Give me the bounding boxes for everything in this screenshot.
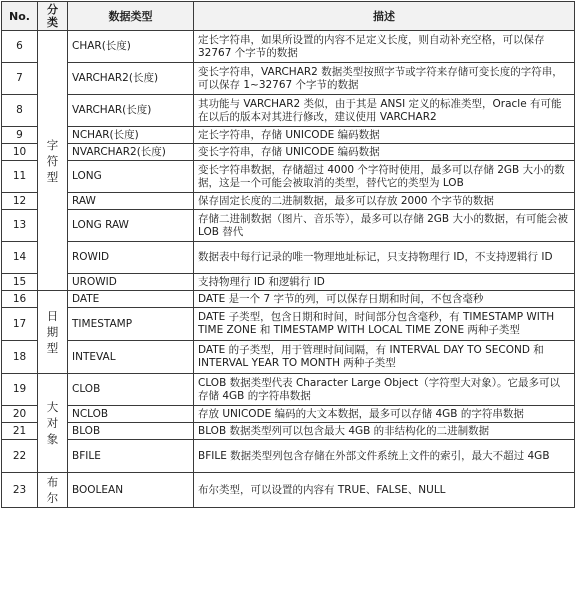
header-category: 分类 bbox=[38, 2, 68, 31]
table-row bbox=[2, 406, 575, 423]
table-row bbox=[2, 31, 575, 63]
cell-no: 7 bbox=[2, 63, 38, 95]
cell-no: 16 bbox=[2, 291, 38, 308]
table-row bbox=[2, 63, 575, 95]
cell-description: 定长字符串，如果所设置的内容不足定义长度，则自动补充空格，可以保存 32767 个字节的数据 bbox=[194, 31, 575, 63]
cell-data-type: NCLOB bbox=[68, 406, 194, 423]
cell-category bbox=[38, 374, 68, 473]
table-row bbox=[2, 473, 575, 508]
cell-no: 12 bbox=[2, 193, 38, 210]
cell-description: 支持物理行 ID 和逻辑行 ID bbox=[194, 274, 575, 291]
cell-data-type: CLOB bbox=[68, 374, 194, 406]
cell-description: 保存固定长度的二进制数据，最多可以存放 2000 个字节的数据 bbox=[194, 193, 575, 210]
cell-description: 布尔类型，可以设置的内容有 TRUE、FALSE、NULL bbox=[194, 473, 575, 508]
cell-data-type: INTEVAL bbox=[68, 341, 194, 374]
cell-data-type: ROWID bbox=[68, 242, 194, 274]
cell-description: 其功能与 VARCHAR2 类似，由于其是 ANSI 定义的标准类型，Oracle 有可能在以后的版本对其进行修改，建议使用 VARCHAR2 bbox=[194, 95, 575, 127]
cell-description: DATE 的子类型，用于管理时间间隔，有 INTERVAL DAY TO SECOND 和 INTERVAL YEAR TO MONTH 两种子类型 bbox=[194, 341, 575, 374]
cell-no: 18 bbox=[2, 341, 38, 374]
table-row bbox=[2, 274, 575, 291]
table-row bbox=[2, 291, 575, 308]
cell-description: CLOB 数据类型代表 Character Large Object（字符型大对象）。它最多可以存储 4GB 的字符串数据 bbox=[194, 374, 575, 406]
table-row bbox=[2, 144, 575, 161]
cell-description: 存储二进制数据（图片、音乐等），最多可以存储 2GB 大小的数据，有可能会被 LOB 替代 bbox=[194, 210, 575, 242]
cell-data-type: BOOLEAN bbox=[68, 473, 194, 508]
cell-category bbox=[38, 473, 68, 508]
cell-no: 23 bbox=[2, 473, 38, 508]
cell-no: 11 bbox=[2, 161, 38, 193]
cell-data-type: TIMESTAMP bbox=[68, 308, 194, 341]
cell-description: 存放 UNICODE 编码的大文本数据，最多可以存储 4GB 的字符串数据 bbox=[194, 406, 575, 423]
table-row bbox=[2, 210, 575, 242]
table-row bbox=[2, 341, 575, 374]
category-label: 日期型 bbox=[46, 309, 59, 355]
cell-data-type: LONG bbox=[68, 161, 194, 193]
header-no: No. bbox=[2, 2, 38, 31]
cell-description: 变长字符串，VARCHAR2 数据类型按照字节或字符来存储可变长度的字符串，可以保存 1~32767 个字节的数据 bbox=[194, 63, 575, 95]
cell-description: BFILE 数据类型列包含存储在外部文件系统上文件的索引，最大不超过 4GB bbox=[194, 440, 575, 473]
cell-data-type: NCHAR(长度) bbox=[68, 127, 194, 144]
table-row bbox=[2, 161, 575, 193]
cell-description: DATE 是一个 7 字节的列，可以保存日期和时间，不包含毫秒 bbox=[194, 291, 575, 308]
cell-no: 21 bbox=[2, 423, 38, 440]
cell-category bbox=[38, 31, 68, 291]
cell-data-type: LONG RAW bbox=[68, 210, 194, 242]
table-row bbox=[2, 440, 575, 473]
header-data-type: 数据类型 bbox=[68, 2, 194, 31]
category-label: 布尔 bbox=[46, 475, 59, 505]
cell-description: 变长字符串数据，存储超过 4000 个字符时使用，最多可以存储 2GB 大小的数据，这是一个可能会被取消的类型，替代它的类型为 LOB bbox=[194, 161, 575, 193]
cell-data-type: RAW bbox=[68, 193, 194, 210]
cell-category bbox=[38, 291, 68, 374]
table-body bbox=[2, 31, 575, 508]
table-row bbox=[2, 242, 575, 274]
cell-data-type: BFILE bbox=[68, 440, 194, 473]
table-row bbox=[2, 95, 575, 127]
cell-no: 8 bbox=[2, 95, 38, 127]
cell-data-type: UROWID bbox=[68, 274, 194, 291]
cell-no: 13 bbox=[2, 210, 38, 242]
cell-no: 15 bbox=[2, 274, 38, 291]
cell-data-type: NVARCHAR2(长度) bbox=[68, 144, 194, 161]
cell-description: DATE 子类型，包含日期和时间，时间部分包含毫秒，有 TIMESTAMP WITH TIME ZONE 和 TIMESTAMP WITH LOCAL TIME ZONE 两种子类型 bbox=[194, 308, 575, 341]
data-type-table bbox=[1, 1, 575, 508]
cell-description: 定长字符串，存储 UNICODE 编码数据 bbox=[194, 127, 575, 144]
cell-no: 6 bbox=[2, 31, 38, 63]
cell-data-type: DATE bbox=[68, 291, 194, 308]
table-row bbox=[2, 193, 575, 210]
cell-no: 22 bbox=[2, 440, 38, 473]
cell-no: 10 bbox=[2, 144, 38, 161]
table-row bbox=[2, 308, 575, 341]
cell-no: 14 bbox=[2, 242, 38, 274]
category-label: 大对象 bbox=[46, 400, 59, 446]
table-row bbox=[2, 374, 575, 406]
cell-no: 17 bbox=[2, 308, 38, 341]
header-description: 描述 bbox=[194, 2, 575, 31]
cell-description: 数据表中每行记录的唯一物理地址标记，只支持物理行 ID，不支持逻辑行 ID bbox=[194, 242, 575, 274]
cell-data-type: BLOB bbox=[68, 423, 194, 440]
cell-no: 19 bbox=[2, 374, 38, 406]
cell-data-type: CHAR(长度) bbox=[68, 31, 194, 63]
cell-description: BLOB 数据类型列可以包含最大 4GB 的非结构化的二进制数据 bbox=[194, 423, 575, 440]
table-header-row bbox=[2, 2, 575, 31]
cell-no: 20 bbox=[2, 406, 38, 423]
cell-description: 变长字符串，存储 UNICODE 编码数据 bbox=[194, 144, 575, 161]
table-row bbox=[2, 127, 575, 144]
cell-data-type: VARCHAR(长度) bbox=[68, 95, 194, 127]
table-row bbox=[2, 423, 575, 440]
cell-data-type: VARCHAR2(长度) bbox=[68, 63, 194, 95]
category-label: 字符型 bbox=[46, 137, 59, 184]
cell-no: 9 bbox=[2, 127, 38, 144]
